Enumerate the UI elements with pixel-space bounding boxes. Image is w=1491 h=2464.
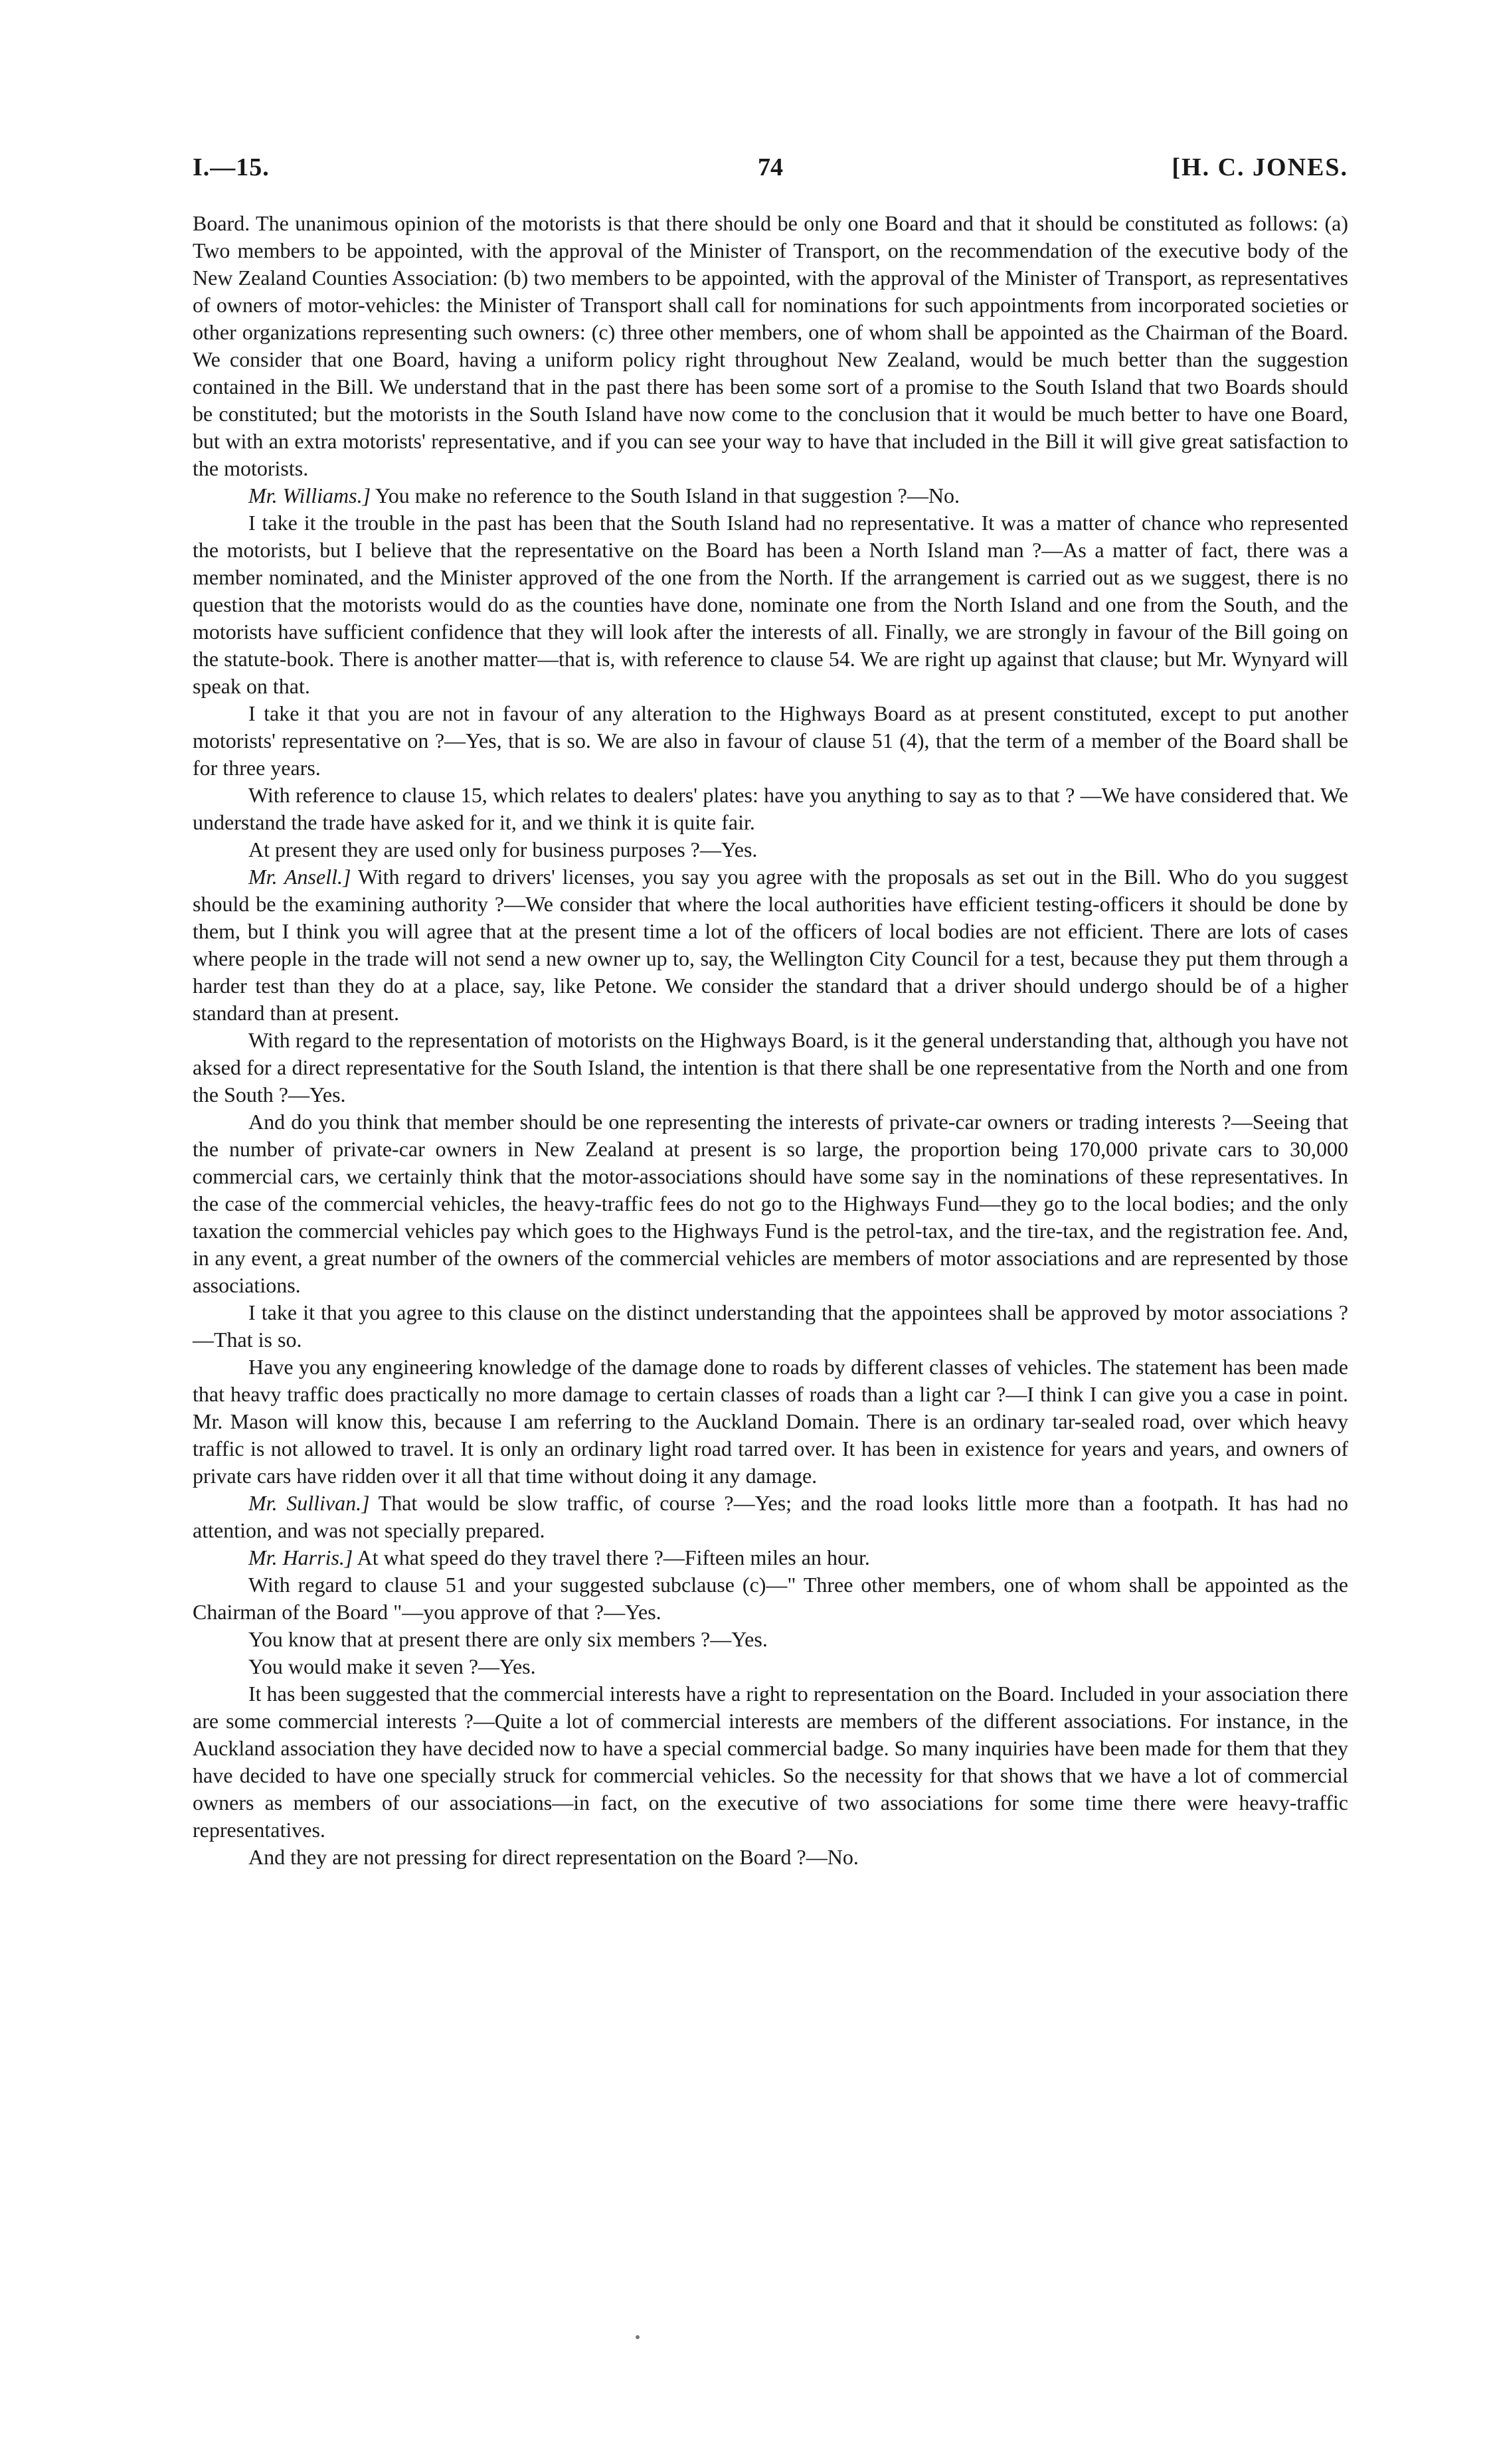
paragraph bbox=[193, 1027, 1348, 1108]
document-page bbox=[193, 153, 1348, 1871]
paragraph bbox=[193, 1108, 1348, 1299]
paragraph bbox=[193, 482, 1348, 509]
paragraph bbox=[193, 509, 1348, 700]
page-number: 74 bbox=[758, 153, 783, 181]
paragraph-text: I take it that you agree to this clause on the distinct understanding that the appointees shall be approved by motor associations ?—That is so. bbox=[193, 1300, 1348, 1352]
print-speck bbox=[636, 2335, 640, 2339]
paragraph bbox=[193, 836, 1348, 863]
paragraph-text: I take it that you are not in favour of any alteration to the Highways Board as at present constituted, except to put another motorists' representative on ?—Yes, that is so. We are also in favour of clause 51 (4), that the term of a member of the Board shall be for three years. bbox=[193, 701, 1348, 780]
paragraph bbox=[193, 1490, 1348, 1544]
paragraph bbox=[193, 1299, 1348, 1354]
paragraph bbox=[193, 782, 1348, 836]
paragraph bbox=[193, 210, 1348, 482]
document-reference: I.—15. bbox=[193, 153, 270, 181]
paragraph-text: At what speed do they travel there ?—Fifteen miles an hour. bbox=[353, 1545, 870, 1569]
paragraph-text: It has been suggested that the commercial interests have a right to representation on the Board. Included in your association there are some commercial interests ?—Quite a lot of commercial interests are members of the different associations. For instance, in the Auckland association they have decided now to have a special commercial badge. So many inquiries have been made for them that they have decided to have one specially struck for commercial vehicles. So the necessity for that shows that we have a lot of commercial owners as members of our associations—in fact, on the executive of two associations for some time there were heavy-traffic representatives. bbox=[193, 1682, 1348, 1842]
paragraph-text: I take it the trouble in the past has been that the South Island had no representative. It was a matter of chance who represented the motorists, but I believe that the representative on the Board has been a North Island man ?—As a matter of fact, there was a member nominated, and the Minister approved of the one from the North. If the arrangement is carried out as we suggest, there is no question that the motorists would do as the counties have done, nominate one from the North Island and one from the South, and the motorists have sufficient confidence that they will look after the interests of all. Finally, we are strongly in favour of the Bill going on the statute-book. There is another matter—that is, with reference to clause 54. We are right up against that clause; but Mr. Wynyard will speak on that. bbox=[193, 511, 1348, 698]
paragraph-text: You would make it seven ?—Yes. bbox=[248, 1654, 536, 1678]
paragraph bbox=[193, 1680, 1348, 1844]
paragraph-text: And do you think that member should be one representing the interests of private-car owners or trading interests ?—Seeing that the number of private-car owners in New Zealand at present is so large, the proportion being 170,000 private cars to 30,000 commercial cars, we certainly think that the motor-associations should have some say in the nominations of these representatives. In the case of the commercial vehicles, the heavy-traffic fees do not go to the Highways Fund—they go to the local bodies; and the only taxation the commercial vehicles pay which goes to the Highways Fund is the petrol-tax, and the tire-tax, and the registration fee. And, in any event, a great number of the owners of the commercial vehicles are members of motor associations and are represented by those associations. bbox=[193, 1110, 1348, 1297]
paragraph bbox=[193, 700, 1348, 782]
speaker-label: Mr. Ansell.] bbox=[248, 865, 351, 889]
witness-reference: [H. C. JONES. bbox=[1172, 153, 1348, 181]
paragraph bbox=[193, 863, 1348, 1027]
paragraph-text: That would be slow traffic, of course ?—Yes; and the road looks little more than a footpath. It has had no attention, and was not specially prepared. bbox=[193, 1491, 1349, 1542]
paragraph bbox=[193, 1571, 1348, 1626]
speaker-label: Mr. Sullivan.] bbox=[248, 1491, 370, 1515]
page-header bbox=[193, 153, 1348, 199]
paragraph bbox=[193, 1626, 1348, 1653]
paragraph-text: Have you any engineering knowledge of the damage done to roads by different classes of vehicles. The statement has been made that heavy traffic does practically no more damage to certain classes of roads than a light car ?—I think I can give you a case in point. Mr. Mason will know this, because I am referring to the Auckland Domain. There is an ordinary tar-sealed road, over which heavy traffic is not allowed to travel. It is only an ordinary light road tarred over. It has been in existence for years and years, and owners of private cars have ridden over it all that time without doing it any damage. bbox=[193, 1355, 1348, 1488]
paragraph-text: With regard to clause 51 and your suggested subclause (c)—" Three other members, one of whom shall be appointed as the Chairman of the Board "—you approve of that ?—Yes. bbox=[193, 1573, 1348, 1624]
paragraph-text: Board. The unanimous opinion of the motorists is that there should be only one Board and that it should be constituted as follows: (a) Two members to be appointed, with the approval of the Minister of Transport, on the recommendation of the executive body of the New Zealand Counties Association: (b) two members to be appointed, with the approval of the Minister of Transport, as representatives of owners of motor-vehicles: the Minister of Transport shall call for nominations for such appointments from incorporated societies or other organizations representing such owners: (c) three other members, one of whom shall be appointed as the Chairman of the Board. We consider that one Board, having a uniform policy right throughout New Zealand, would be much better than the suggestion contained in the Bill. We understand that in the past there has been some sort of a promise to the South Island that two Boards should be constituted; but the motorists in the South Island have now come to the conclusion that it would be much better to have one Board, but with an extra motorists' representative, and if you can see your way to have that included in the Bill it will give great satisfaction to the motorists. bbox=[193, 211, 1348, 480]
paragraph-text: You know that at present there are only six members ?—Yes. bbox=[248, 1627, 768, 1651]
speaker-label: Mr. Williams.] bbox=[248, 484, 371, 507]
speaker-label: Mr. Harris.] bbox=[248, 1545, 353, 1569]
paragraph-text: With regard to the representation of motorists on the Highways Board, is it the general understanding that, although you have not aksed for a direct representative for the South Island, the intention is that there shall be one representative from the North and one from the South ?—Yes. bbox=[193, 1028, 1348, 1106]
document-body bbox=[193, 210, 1348, 1871]
paragraph-text: With regard to drivers' licenses, you say you agree with the proposals as set out in the Bill. Who do you suggest should be the examining authority ?—We consider that where the local authorities have efficient testing-officers it should be done by them, but I think you will agree that at the present time a lot of the officers of local bodies are not efficient. There are lots of cases where people in the trade will not send a new owner up to, say, the Wellington City Council for a test, because they put them through a harder test than they do at a place, say, like Petone. We consider the standard that a driver should undergo should be of a higher standard than at present. bbox=[193, 865, 1348, 1025]
paragraph-text: And they are not pressing for direct representation on the Board ?—No. bbox=[248, 1845, 859, 1869]
paragraph bbox=[193, 1544, 1348, 1571]
paragraph bbox=[193, 1844, 1348, 1871]
paragraph bbox=[193, 1354, 1348, 1490]
paragraph-text: At present they are used only for business purposes ?—Yes. bbox=[248, 837, 758, 861]
paragraph bbox=[193, 1653, 1348, 1680]
paragraph-text: With reference to clause 15, which relates to dealers' plates: have you anything to say as to that ? —We have considered that. We understand the trade have asked for it, and we think it is quite fair. bbox=[193, 783, 1348, 834]
paragraph-text: You make no reference to the South Island in that suggestion ?—No. bbox=[371, 484, 960, 507]
